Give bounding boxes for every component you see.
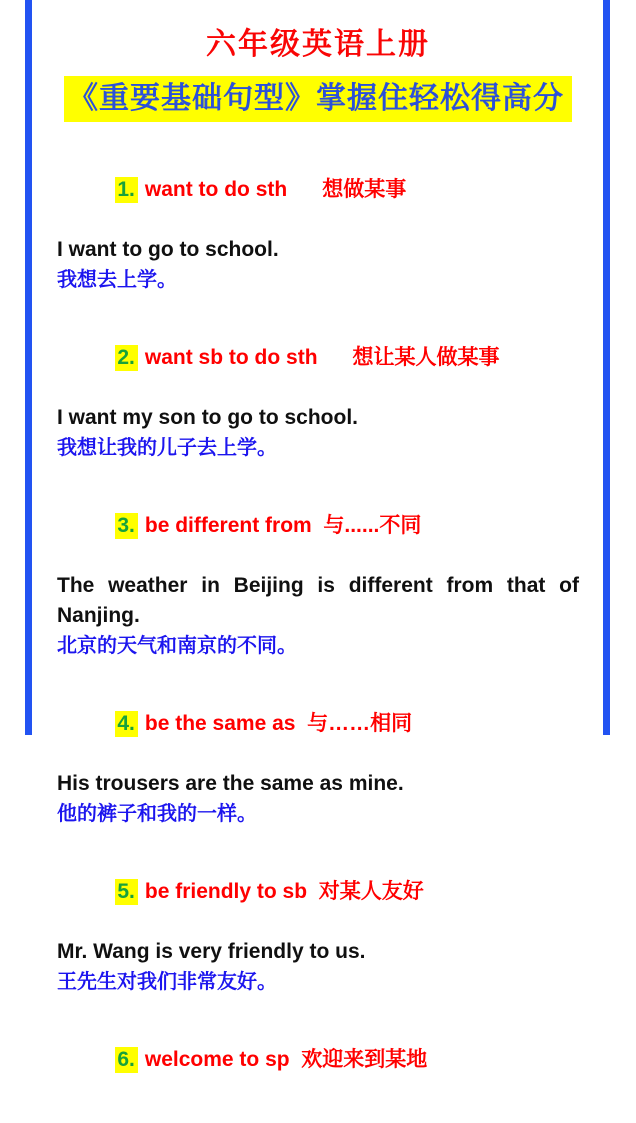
item-phrase: be friendly to sb 对某人友好 — [144, 880, 424, 903]
item-number: 6. — [115, 1047, 138, 1073]
item-number: 4. — [115, 711, 138, 737]
phrase-header — [57, 313, 579, 403]
phrase-header — [57, 847, 579, 937]
phrase-item-6 — [57, 1015, 579, 1105]
page-title: 六年级英语上册 — [206, 28, 430, 61]
sentence-translation: 我想让我的儿子去上学。 — [57, 437, 277, 459]
phrase-item-3 — [57, 481, 579, 661]
example-sentence: The weather in Beijing is different from that of Nanjing. — [57, 574, 579, 627]
phrase-header — [57, 145, 579, 235]
item-number: 2. — [115, 345, 138, 371]
example-sentence: I want my son to go to school. — [57, 406, 359, 429]
example-sentence: I want to go to school. — [57, 238, 279, 261]
item-phrase: be the same as 与……相同 — [144, 712, 413, 735]
phrase-header — [57, 679, 579, 769]
sentence-translation: 我想去上学。 — [57, 269, 177, 291]
example-sentence: Mr. Wang is very friendly to us. — [57, 940, 366, 963]
phrase-header — [57, 481, 579, 571]
item-number: 3. — [115, 513, 138, 539]
item-number: 5. — [115, 879, 138, 905]
page-subtitle: 《重要基础句型》掌握住轻松得高分 — [64, 76, 572, 122]
phrase-item-1 — [57, 145, 579, 295]
phrase-list — [57, 145, 579, 1105]
phrase-item-4 — [57, 679, 579, 829]
worksheet-content — [57, 0, 579, 1123]
item-phrase: want sb to do sth 想让某人做某事 — [144, 346, 500, 369]
example-sentence: His trousers are the same as mine. — [57, 772, 404, 795]
sentence-translation: 北京的天气和南京的不同。 — [57, 635, 297, 657]
item-phrase: be different from 与......不同 — [144, 514, 422, 537]
item-phrase: welcome to sp 欢迎来到某地 — [144, 1048, 428, 1071]
subtitle-row — [57, 76, 579, 122]
item-phrase: want to do sth 想做某事 — [144, 178, 407, 201]
sentence-translation: 他的裤子和我的一样。 — [57, 803, 257, 825]
phrase-header — [57, 1015, 579, 1105]
item-number: 1. — [115, 177, 138, 203]
phrase-item-5 — [57, 847, 579, 997]
sentence-translation: 王先生对我们非常友好。 — [57, 971, 277, 993]
phrase-item-2 — [57, 313, 579, 463]
right-border-bar — [603, 0, 610, 735]
left-border-bar — [25, 0, 32, 735]
